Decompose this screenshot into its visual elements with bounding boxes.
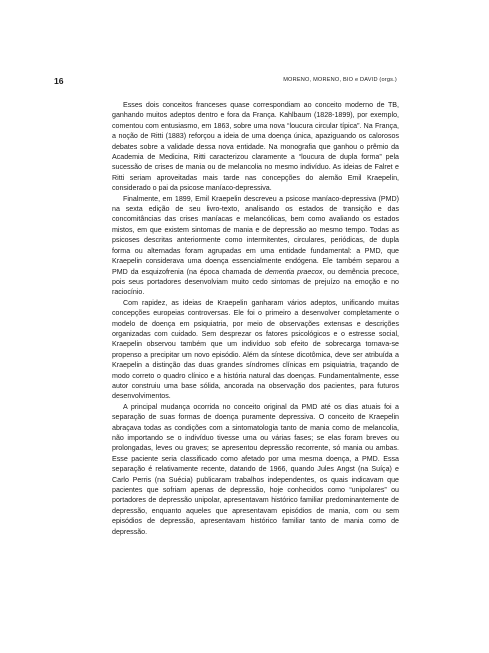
page-number: 16 [54, 76, 64, 86]
paragraph-2-text-a: Finalmente, em 1899, Emil Kraepelin descreveu a psicose maníaco-depressiva (PMD) na sexta edição de seu livro-texto, analisando os estados de transição e das concomitâncias das crises maníacas e melancólicas, bem como avaliando os estados mistos, em que existem sintomas de mania e de depressão ao mesmo tempo. Todas as psicoses descritas anteriormente como intermitentes, circulares, periódicas, de dupla forma ou alternadas foram agrupadas em uma entidade fundamental: a PMD, que Kraepelin considerava uma doença essencialmente endógena. Ele também separou a PMD da esquizofrenia (na época chamada de [112, 194, 399, 276]
italic-term: dementia praecox [265, 267, 323, 276]
paragraph-4: A principal mudança ocorrida no conceito original da PMD até os dias atuais foi a separação de suas formas de doença puramente depressiva. O conceito de Kraepelin abraçava todas as condições com a sintomatologia tanto de mania como de melancolia, não importando se o indivíduo tivesse uma ou várias fases; se elas foram breves ou prolongadas, leves ou graves; se apresentou depressão recorrente, só mania ou ambas. Esse paciente seria classificado como afetado por uma mesma doença, a PMD. Essa separação é relativamente recente, datando de 1966, quando Jules Angst (na Suíça) e Carlo Perris (na Suécia) publicaram trabalhos independentes, os quais indicavam que pacientes que sofriam apenas de depressão, hoje conhecidos como “unipolares” ou portadores de depressão unipolar, apresentavam histórico familiar predominantemente de depressão, enquanto aqueles que apresentavam episódios de mania, com ou sem episódios de depressão, apresentavam histórico familiar tanto de mania como de depressão. [112, 402, 399, 536]
running-head: MORENO, MORENO, BIO e DAVID (orgs.) [283, 77, 397, 83]
body-text [112, 100, 399, 537]
paragraph-1: Esses dois conceitos franceses quase correspondiam ao conceito moderno de TB, ganhando muitos adeptos dentro e fora da França. Kahlbaum (1828-1899), por exemplo, comentou com entusiasmo, em 1863, sobre uma nova “loucura circular típica”. Na França, a noção de Ritti (1883) reforçou a ideia de uma doença única, apaziguando os calorosos debates sobre a validade dessa nova entidade. Na monografia que ganhou o prêmio da Academia de Medicina, Ritti caracterizou claramente a “loucura de dupla forma” pela sucessão de crises de mania ou de melancolia no mesmo indivíduo. As ideias de Falret e Ritti seriam aproveitadas mais tarde nas concepções do alemão Emil Kraepelin, considerado o pai da psicose maníaco-depressiva. [112, 101, 399, 193]
paragraph-2 [112, 194, 399, 298]
paragraph-2-text-b: , ou demência precoce, pois seus portadores desenvolviam muito cedo sintomas de prejuízo na emoção e no raciocínio. [112, 267, 399, 297]
paragraph-3: Com rapidez, as ideias de Kraepelin ganharam vários adeptos, unificando muitas concepções europeias controversas. Ele foi o primeiro a desenvolver completamente o modelo de doença em psiquiatria, por meio de observações extensas e descrições organizadas com cuidado. Sem desprezar os fatores psicológicos e o estresse social, Kraepelin observou também que um indivíduo sob efeito de sobrecarga tornava-se propenso a precipitar um novo episódio. Além da síntese dicotômica, deve ser atribuída a Kraepelin a distinção das duas grandes síndromes clínicas em psiquiatria, traçando de modo correto o quadro clínico e a história natural das doenças. Fundamentalmente, esse autor construiu uma base sólida, ancorada na observação dos pacientes, para futuros desenvolvimentos. [112, 298, 399, 401]
